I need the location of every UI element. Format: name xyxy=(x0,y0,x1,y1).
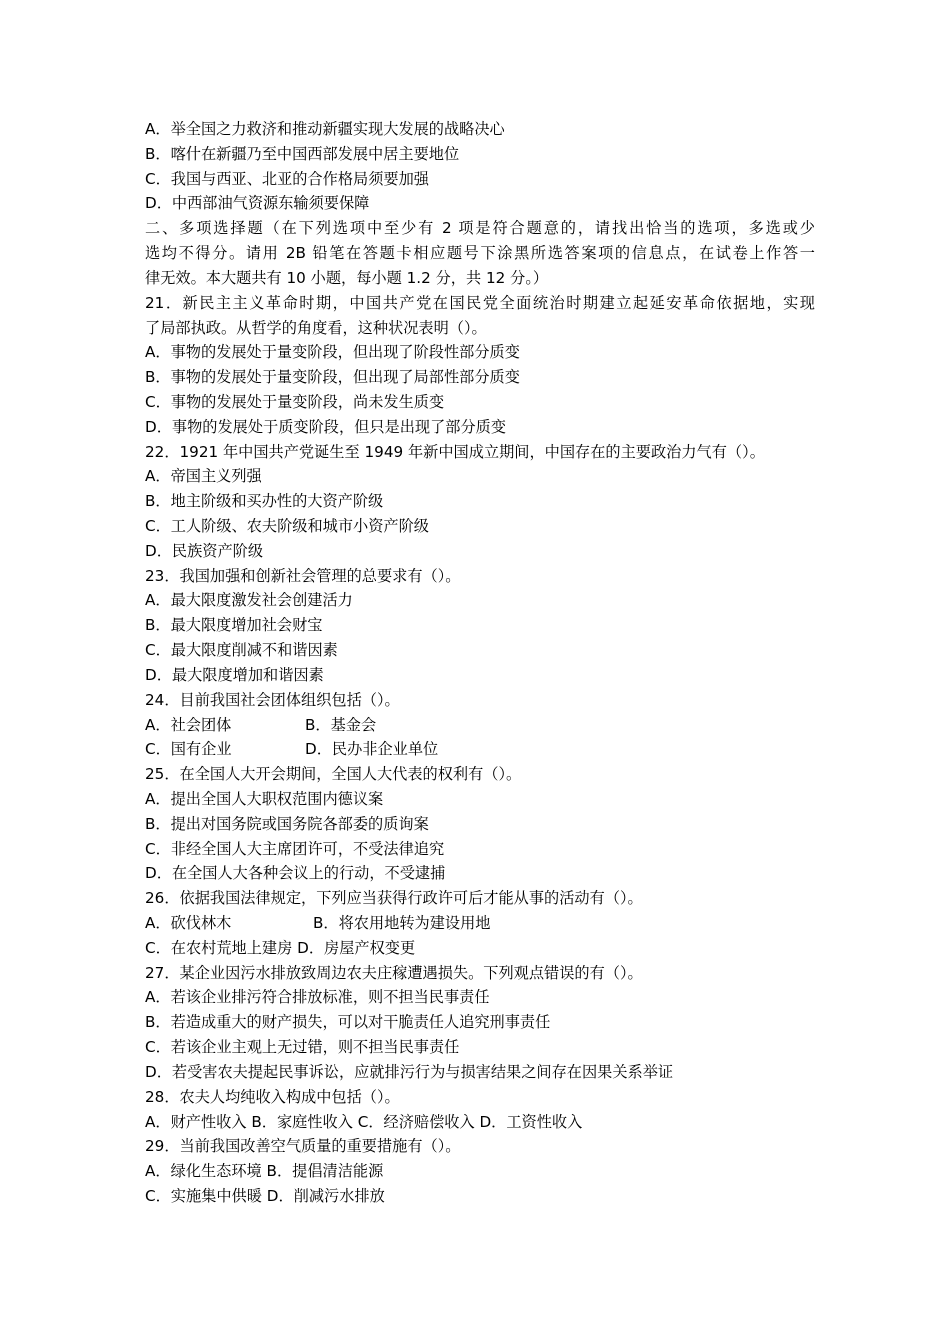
q24-options-row-2 xyxy=(145,737,815,762)
q24-option-d: D．民办非企业单位 xyxy=(305,740,439,759)
q26-options-row-1 xyxy=(145,911,815,936)
q23-option-a: A．最大限度激发社会创建活力 xyxy=(145,591,353,610)
q22-stem: 22．1921 年中国共产党诞生至 1949 年新中国成立期间，中国存在的主要政治力气有（）。 xyxy=(145,442,765,461)
q23-stem: 23．我国加强和创新社会管理的总要求有（）。 xyxy=(145,566,461,585)
q25-option-c: C．非经全国人大主席团许可，不受法律追究 xyxy=(145,839,445,858)
q20-option-b: B．喀什在新疆乃至中国西部发展中居主要地位 xyxy=(145,144,460,163)
q27-option-c: C．若该企业主观上无过错，则不担当民事责任 xyxy=(145,1038,460,1057)
q21-option-a: A．事物的发展处于量变阶段，但出现了阶段性部分质变 xyxy=(145,343,520,362)
q26-option-a: A．砍伐林木 xyxy=(145,914,232,932)
q28-stem: 28．农夫人均纯收入构成中包括（）。 xyxy=(145,1087,400,1106)
q28-options: A．财产性收入 B．家庭性收入 C．经济赔偿收入 D．工资性收入 xyxy=(145,1112,583,1131)
q24-option-c: C．国有企业 xyxy=(145,740,232,759)
q22-option-a: A．帝国主义列强 xyxy=(145,467,262,486)
q27-option-d: D．若受害农夫提起民事诉讼，应就排污行为与损害结果之间存在因果关系举证 xyxy=(145,1062,674,1081)
q24-options-row-1 xyxy=(145,713,815,738)
q29-options-row-1: A．绿化生态环境 B．提倡清洁能源 xyxy=(145,1162,384,1181)
q22-option-b: B．地主阶级和买办性的大资产阶级 xyxy=(145,492,384,511)
q26-stem: 26．依据我国法律规定，下列应当获得行政许可后才能从事的活动有（）。 xyxy=(145,889,643,908)
q21-stem-line-2: 了局部执政。从哲学的角度看，这种状况表明（）。 xyxy=(145,318,487,337)
q29-stem: 29．当前我国改善空气质量的重要措施有（）。 xyxy=(145,1137,461,1156)
q24-option-a: A．社会团体 xyxy=(145,715,232,734)
q27-stem: 27．某企业因污水排放致周边农夫庄稼遭遇损失。下列观点错误的有（）。 xyxy=(145,963,643,982)
q23-option-b: B．最大限度增加社会财宝 xyxy=(145,616,323,635)
q21-option-c: C．事物的发展处于量变阶段，尚未发生质变 xyxy=(145,392,445,411)
q26-option-b: B．将农用地转为建设用地 xyxy=(313,914,491,932)
q22-option-d: D．民族资产阶级 xyxy=(145,541,264,560)
q25-option-b: B．提出对国务院或国务院各部委的质询案 xyxy=(145,814,429,833)
q20-option-c: C．我国与西亚、北亚的合作格局须要加强 xyxy=(145,169,429,188)
q23-option-c: C．最大限度削减不和谐因素 xyxy=(145,641,338,660)
q21-option-d: D．事物的发展处于质变阶段，但只是出现了部分质变 xyxy=(145,417,507,436)
q27-option-a: A．若该企业排污符合排放标准，则不担当民事责任 xyxy=(145,988,490,1007)
q20-option-a: A．举全国之力救济和推动新疆实现大发展的战略决心 xyxy=(145,120,505,138)
q23-option-d: D．最大限度增加和谐因素 xyxy=(145,665,324,684)
q22-option-c: C．工人阶级、农夫阶级和城市小资产阶级 xyxy=(145,517,429,535)
section2-heading-line-1: 二、多项选择题（在下列选项中至少有 2 项是符合题意的，请找出恰当的选项，多选或少 xyxy=(145,219,815,238)
q27-option-b: B．若造成重大的财产损失，可以对干脆责任人追究刑事责任 xyxy=(145,1013,551,1032)
q21-stem-line-1: 21．新民主主义革命时期，中国共产党在国民党全面统治时期建立起延安革命依据地，实现 xyxy=(145,293,815,312)
exam-page xyxy=(145,117,815,1209)
q24-option-b: B．基金会 xyxy=(305,715,377,734)
section2-heading-line-2: 选均不得分。请用 2B 铅笔在答题卡相应题号下涂黑所选答案项的信息点，在试卷上作答一 xyxy=(145,244,815,263)
q25-stem: 25．在全国人大开会期间，全国人大代表的权利有（）。 xyxy=(145,765,522,784)
q29-options-row-2: C．实施集中供暖 D．削减污水排放 xyxy=(145,1186,385,1205)
q26-options-row-2: C．在农村荒地上建房 D．房屋产权变更 xyxy=(145,938,416,957)
q20-option-d: D．中西部油气资源东输须要保障 xyxy=(145,194,370,213)
q24-stem: 24．目前我国社会团体组织包括（）。 xyxy=(145,690,400,709)
section2-heading-line-3: 律无效。本大题共有 10 小题，每小题 1.2 分，共 12 分。） xyxy=(145,268,549,287)
q21-option-b: B．事物的发展处于量变阶段，但出现了局部性部分质变 xyxy=(145,368,520,387)
q25-option-d: D．在全国人大各种会议上的行动，不受逮捕 xyxy=(145,864,446,883)
q25-option-a: A．提出全国人大职权范围内德议案 xyxy=(145,789,384,808)
